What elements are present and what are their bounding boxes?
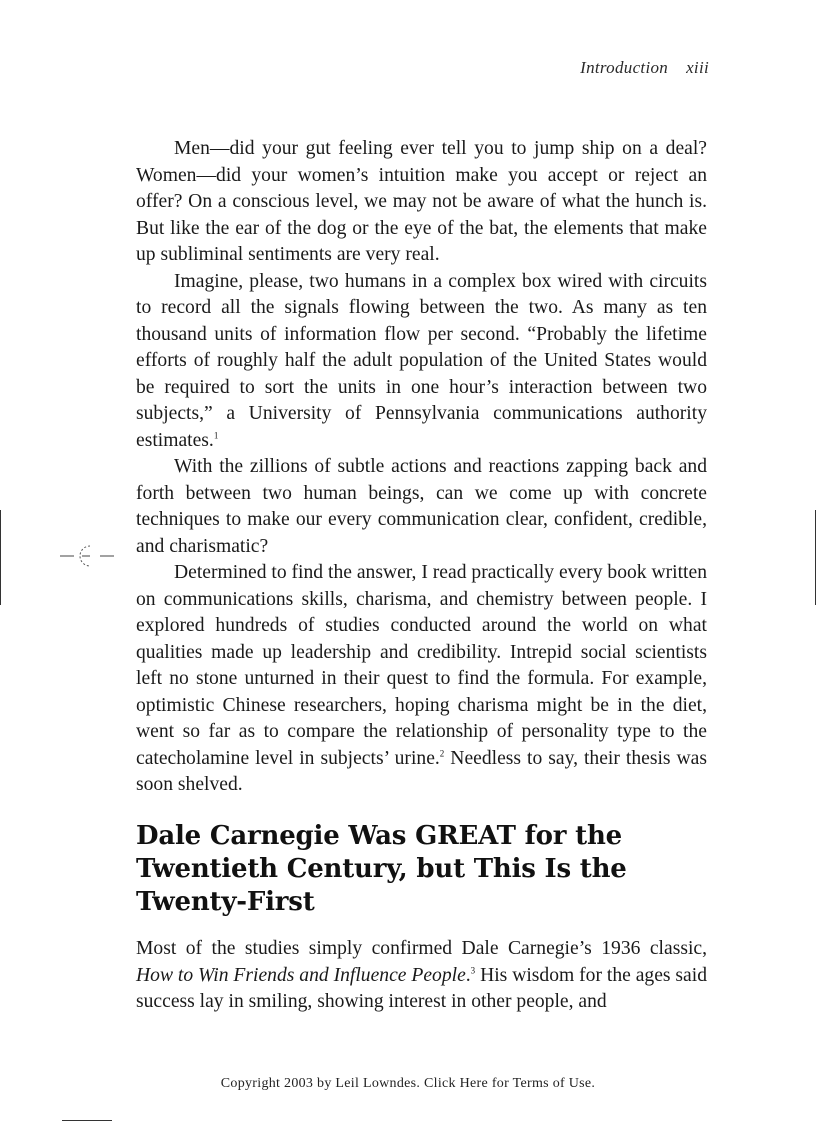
- footnote-marker: 2: [439, 747, 445, 758]
- footnote-marker: 1: [213, 429, 219, 440]
- paragraph-gut-feeling: Men—did your gut feeling ever tell you to jump ship on a deal? Women—did your women’s intuition make you accept or reject an offer? On a conscious level, we may not be aware of what the hunch is. But like the ear of the dog or the eye of the bat, the elements that make up subliminal sentiments are very real.: [136, 138, 707, 265]
- section-text: [136, 936, 707, 1016]
- running-head-section: Introduction: [580, 58, 669, 77]
- paragraph-zillions: With the zillions of subtle actions and reactions zapping back and forth between two human beings, can we come up with concrete techniques to make our every communication clear, confident, credible, and charismatic?: [136, 456, 707, 557]
- paragraph-determined: Determined to find the answer, I read practically every book written on communications skills, charisma, and chemistry between people. I explored hundreds of studies conducted around the world on what qualities made up leadership and credibility. Intrepid social scientists left no stone unturned in their quest to find the formula. For example, optimistic Chinese researchers, hoping charisma might be in the diet, went so far as to compare the relationship of personality type to the catecholamine level in subjects’ urine.$^2$ Needless to say, their thesis was soon shelved.: [136, 562, 707, 795]
- body-text: [136, 136, 707, 799]
- running-head: [580, 58, 709, 78]
- page-number: xiii: [686, 58, 709, 77]
- crop-mark-bottom: [62, 1120, 112, 1121]
- copyright-link[interactable]: Copyright 2003 by Leil Lowndes. Click Here for Terms of Use.: [220, 1076, 596, 1091]
- paragraph-carnegie: Most of the studies simply confirmed Dale Carnegie’s 1936 classic, How to Win Friends and Influence People.$^3$ His wisdom for the ages said success lay in smiling, showing interest in other people, and: [136, 938, 707, 1012]
- registration-mark-icon: [60, 540, 116, 572]
- paragraph-two-humans: Imagine, please, two humans in a complex box wired with circuits to record all the signals flowing between the two. As many as ten thousand units of information flow per second. “Probably the lifetime efforts of roughly half the adult population of the United States would be required to sort the units in one hour’s interaction between two subjects,” a University of Pennsylvania communications authority estimates.$^1$: [136, 270, 707, 451]
- section-heading: Dale Carnegie Was GREAT for the Twentieth Century, but This Is the Twenty-First: [136, 821, 627, 917]
- crop-mark-left: [0, 510, 1, 605]
- book-title: How to Win Friends and Influence People: [136, 964, 466, 986]
- footnote-marker: 3: [470, 964, 476, 975]
